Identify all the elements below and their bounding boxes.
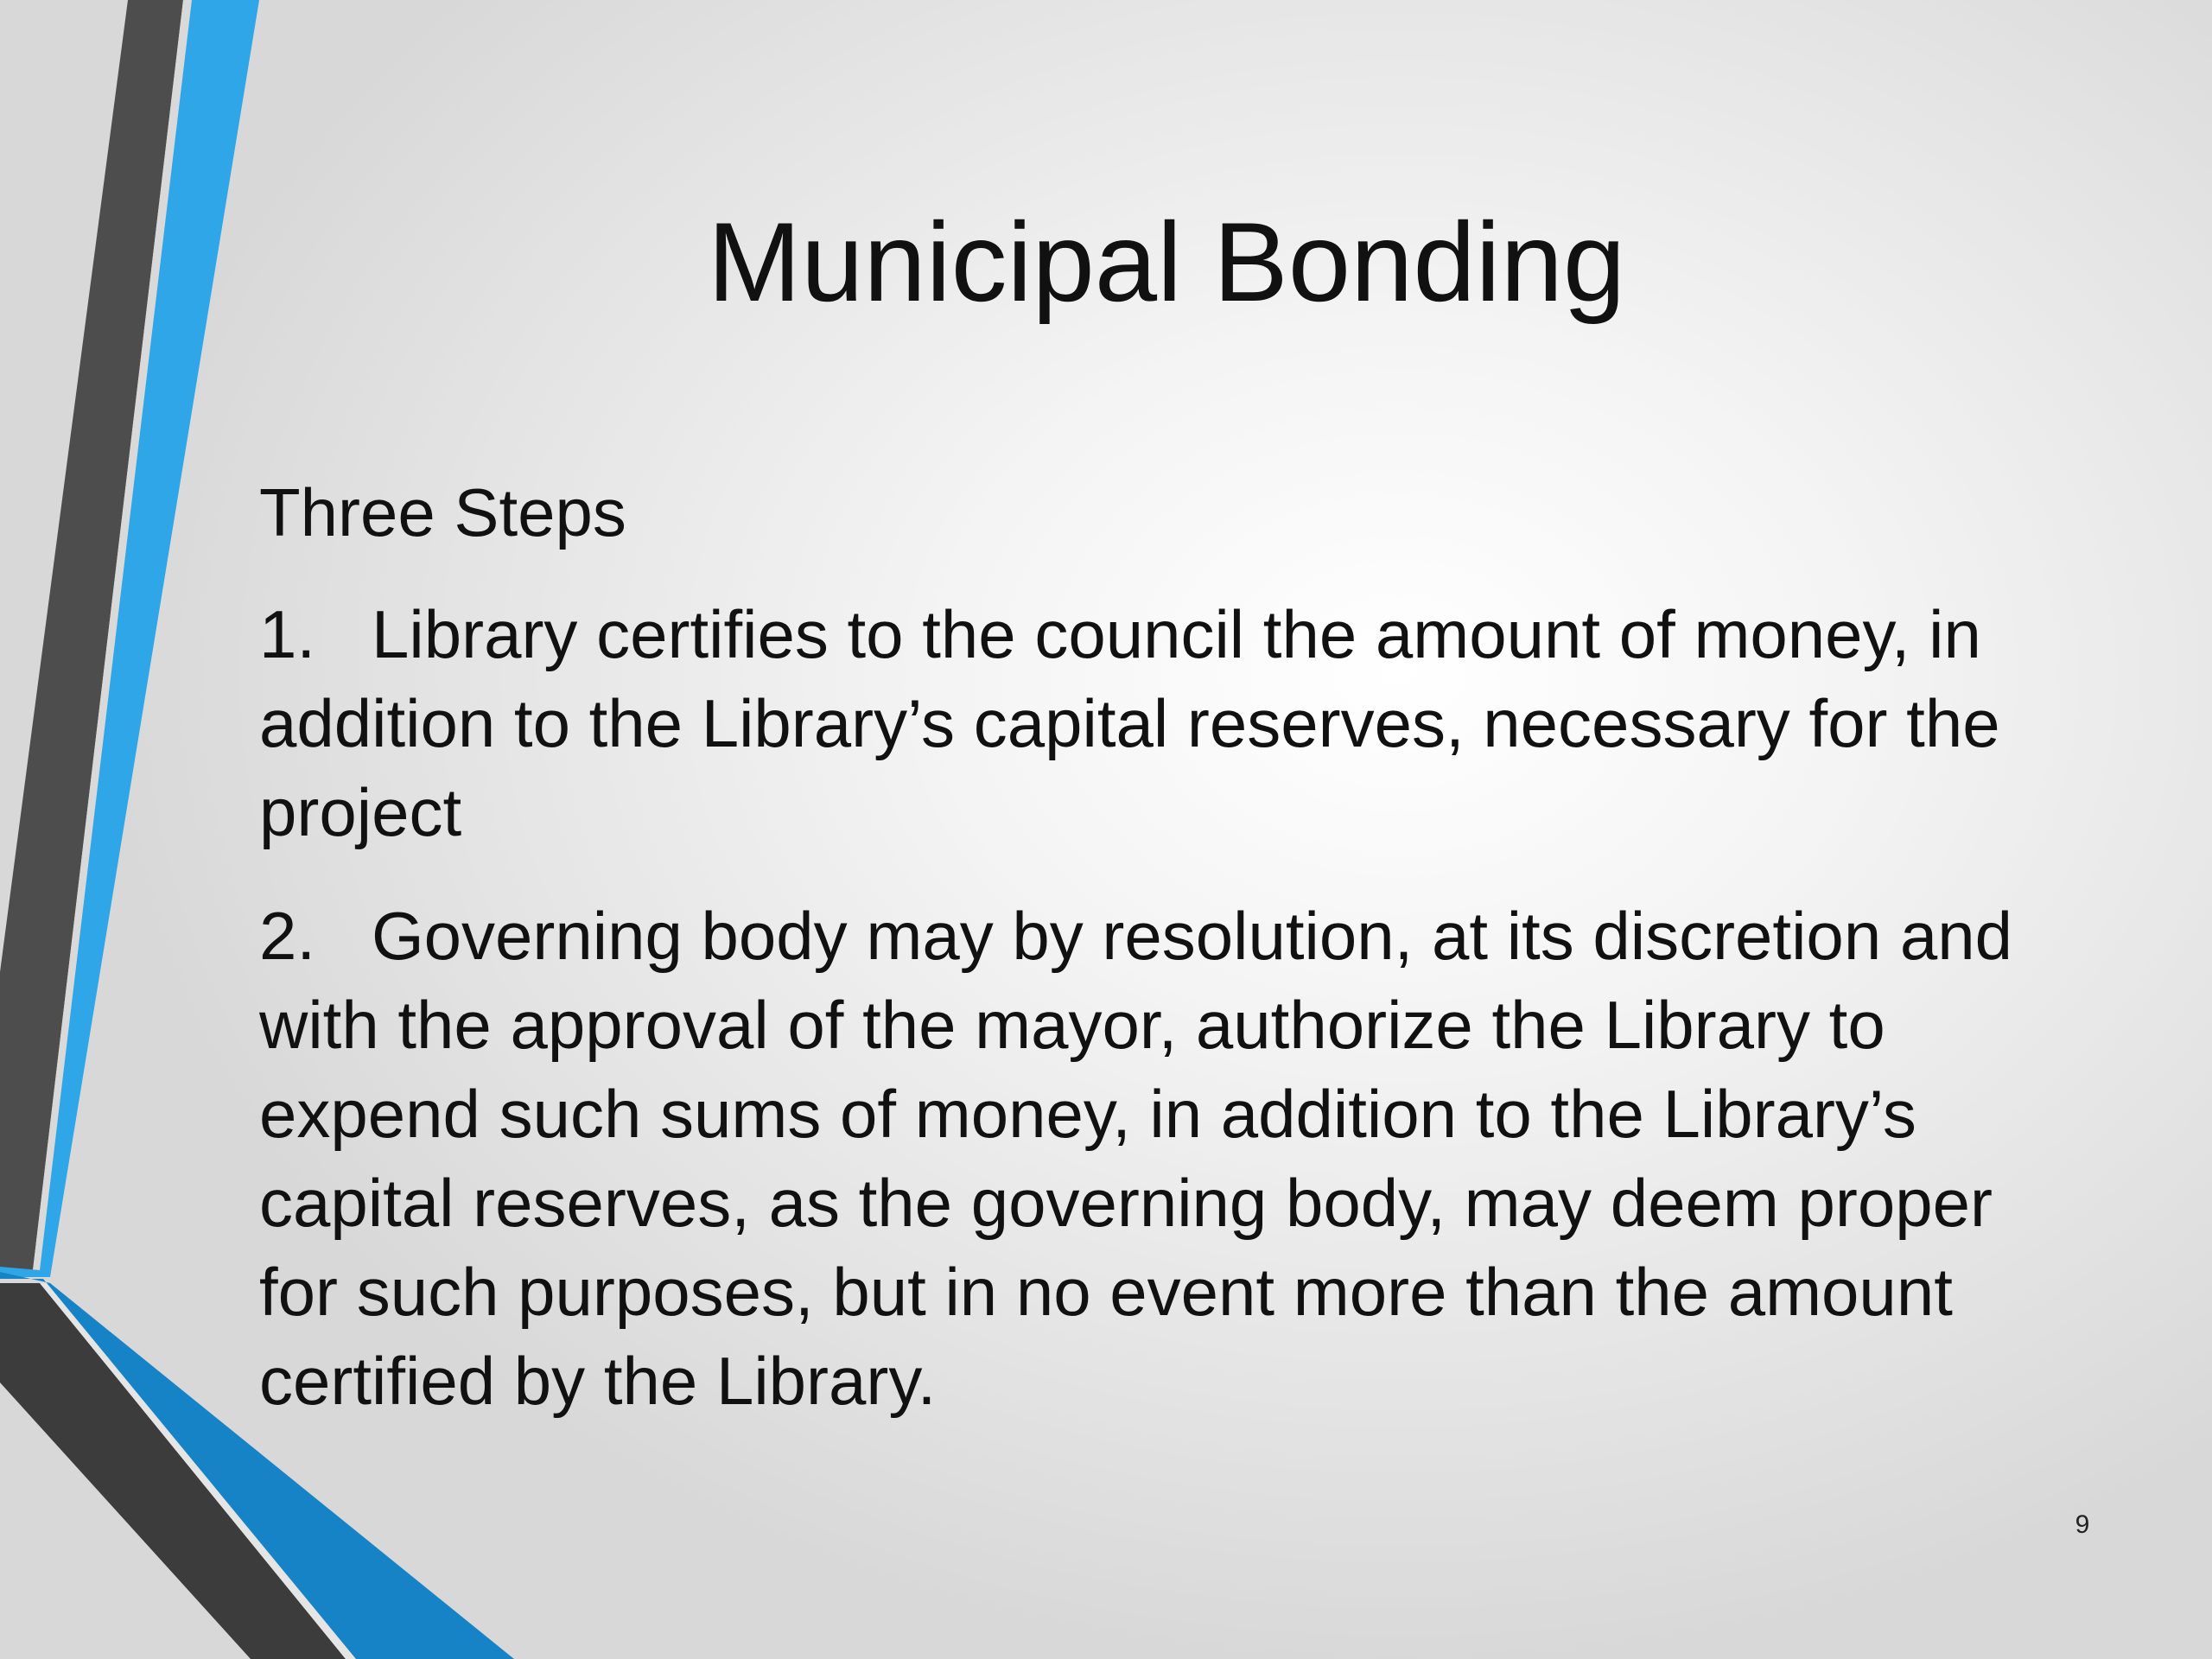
step-number: 2. [259,898,316,974]
step-text: Governing body may by resolution, at its discretion and with the approval of the mayor, authorize the Library to expend such sums of money, in addition to the Library’s capital reserves, as the governing body, may deem proper for such purposes, but in no event more than the amount certified by the Library. [259,898,2013,1419]
page-number: 9 [2075,1510,2090,1539]
step-number: 1. [259,596,316,672]
decoration-gray-band [0,0,183,1270]
step-item-1 [259,590,2074,857]
slide-body [259,469,2074,1460]
section-heading: Three Steps [259,474,626,550]
step-text: Library certifies to the council the amount of money, in addition to the Library’s capital reserves, necessary for the project [259,596,2000,850]
step-item-2 [259,892,2074,1426]
slide-title: Municipal Bonding [707,199,1626,325]
